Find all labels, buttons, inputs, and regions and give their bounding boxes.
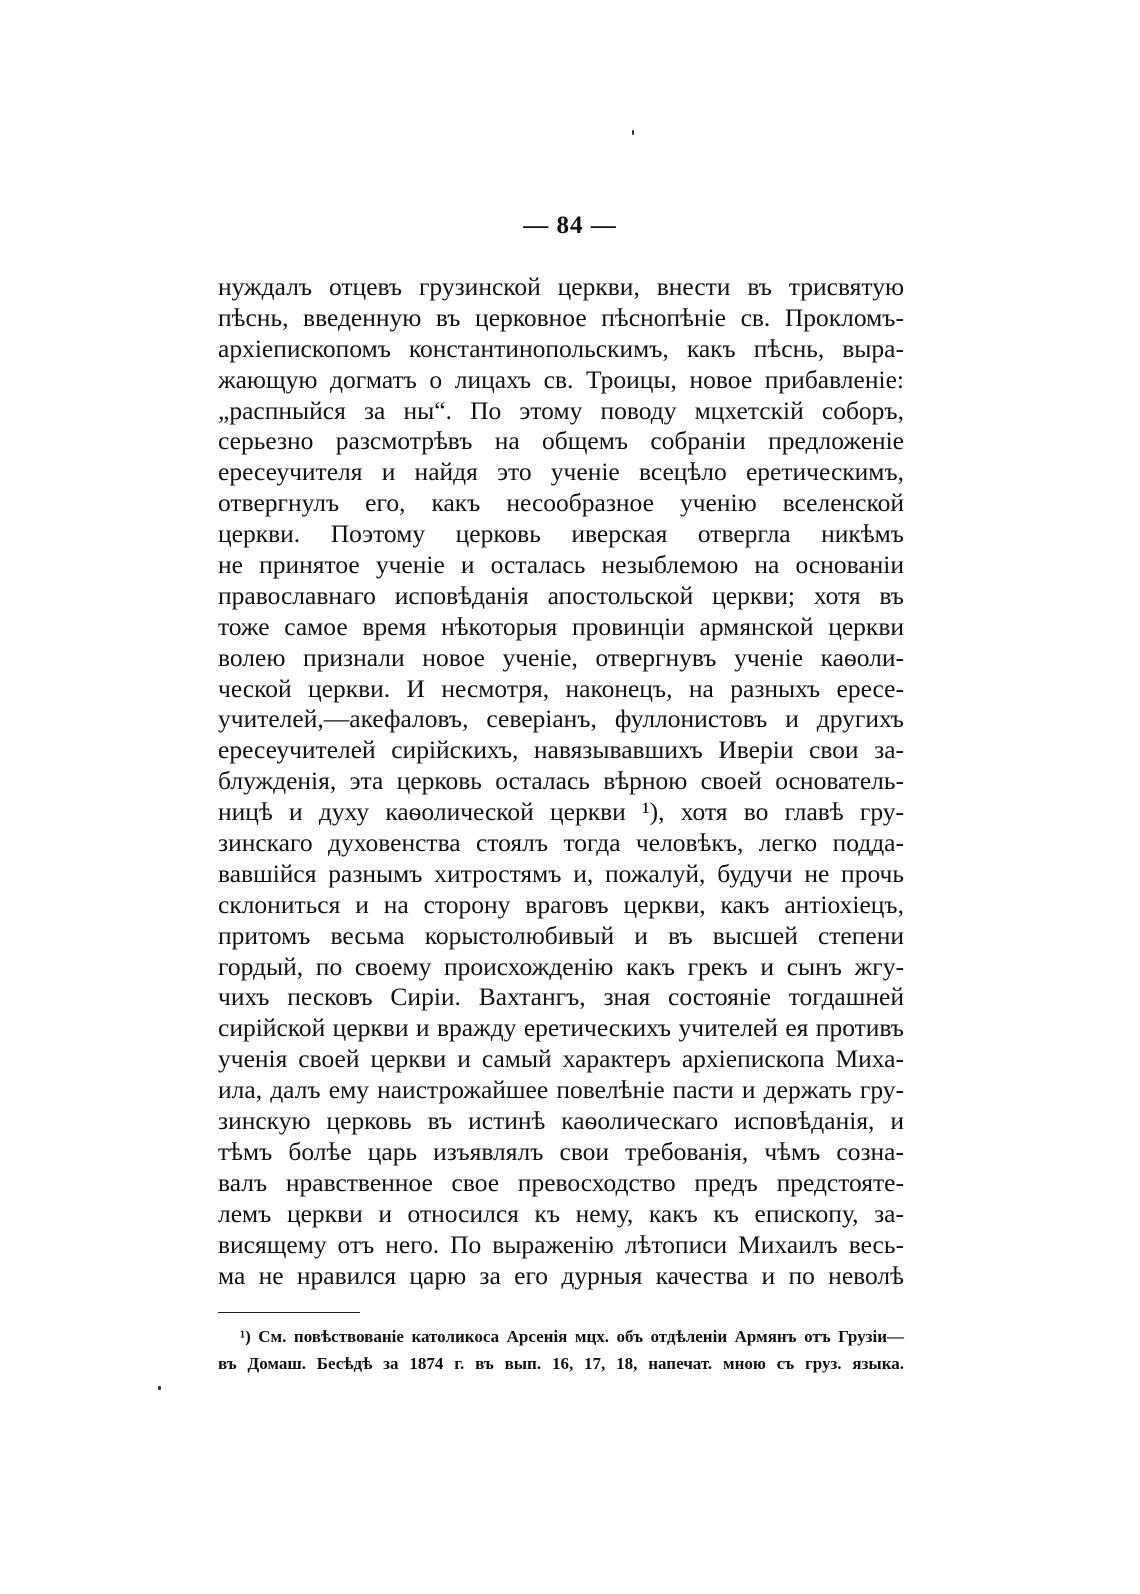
text-line: тоже самое время нѣкоторыя провинціи армянской церкви — [218, 611, 904, 641]
body-text — [218, 272, 904, 1291]
text-line: волею признали новое ученіе, отвергнувъ ученіе каѳоли- — [218, 642, 904, 672]
text-line: притомъ весьма корыстолюбивый и въ высшей степени — [218, 920, 904, 950]
text-line: валъ нравственное свое превосходство предъ предстояте- — [218, 1167, 904, 1197]
text-line: ницѣ и духу каѳолической церкви ¹), хотя во главѣ гру- — [218, 797, 904, 827]
text-line: блужденія, эта церковь осталась вѣрною своей основатель- — [218, 766, 904, 796]
text-line: нуждалъ отцевъ грузинской церкви, внести въ трисвятую — [218, 272, 904, 301]
text-line: тѣмъ болѣе царь изъявлялъ свои требованія, чѣмъ созна- — [218, 1136, 904, 1166]
text-line: висящему отъ него. По выраженію лѣтописи Михаилъ весь- — [218, 1229, 904, 1259]
text-line: ересеучителя и найдя это ученіе всецѣло еретическимъ, — [218, 457, 904, 487]
text-line: отвергнулъ его, какъ несообразное ученію вселенской — [218, 488, 904, 518]
text-line: ересеучителей сирійскихъ, навязывавшихъ Иверіи свои за- — [218, 735, 904, 765]
text-line: зинскаго духовенства стоялъ тогда человѣкъ, легко подда- — [218, 828, 904, 858]
footnote-divider — [218, 1312, 360, 1313]
page-number: — 84 — — [523, 212, 617, 239]
text-line: гордый, по своему происхожденію какъ грекъ и сынъ жгу- — [218, 951, 904, 981]
text-line: жающую догматъ о лицахъ св. Троицы, новое прибавленіе: — [218, 364, 904, 394]
text-line: лемъ церкви и относился къ нему, какъ къ епископу, за- — [218, 1198, 904, 1228]
text-line: учителей,—акефаловъ, северіанъ, фуллонистовъ и другихъ — [218, 704, 904, 734]
text-line: сирійской церкви и вражду еретическихъ учителей ея противъ — [218, 1013, 904, 1043]
footnote — [218, 1323, 904, 1377]
footnote-line: ¹) См. повѣствованіе католикоса Арсенія мцх. объ отдѣленіи Армянъ отъ Грузіи— — [240, 1327, 904, 1346]
text-line: ческой церкви. И несмотря, наконецъ, на разныхъ ересе- — [218, 673, 904, 703]
text-line: не принятое ученіе и осталась незыблемою на основаніи — [218, 550, 904, 580]
text-line: склониться и на сторону враговъ церкви, какъ антіохіецъ, — [218, 889, 904, 919]
text-line: вавшійся разнымъ хитростямъ и, пожалуй, будучи не прочь — [218, 858, 904, 888]
text-line: архіепископомъ константинопольскимъ, какъ пѣснь, выра- — [218, 333, 904, 363]
scan-speck — [632, 130, 634, 135]
text-line: ма не нравился царю за его дурныя качества и по неволѣ — [218, 1260, 904, 1290]
text-line: ила, далъ ему наистрожайшее повелѣніе пасти и держать гру- — [218, 1075, 904, 1105]
text-line: чихъ песковъ Сиріи. Вахтангъ, зная состояніе тогдашней — [218, 982, 904, 1012]
text-line: зинскую церковь въ истинѣ каѳолическаго исповѣданія, и — [218, 1106, 904, 1136]
scan-speck — [158, 1386, 161, 1390]
text-line: православнаго исповѣданія апостольской церкви; хотя въ — [218, 580, 904, 610]
text-line: „распныйся за ны“. По этому поводу мцхетскій соборъ, — [218, 395, 904, 425]
text-line: ученія своей церкви и самый характеръ архіепископа Миха- — [218, 1044, 904, 1074]
text-line: серьезно разсмотрѣвъ на общемъ собраніи предложеніе — [218, 426, 904, 456]
text-line: церкви. Поэтому церковь иверская отвергла никѣмъ — [218, 519, 904, 549]
footnote-line: въ Домаш. Бесѣдѣ за 1874 г. въ вып. 16, 17, 18, напечат. мною съ груз. языка. — [218, 1354, 904, 1373]
text-line: пѣснь, введенную въ церковное пѣснопѣніе св. Прокломъ- — [218, 302, 904, 332]
